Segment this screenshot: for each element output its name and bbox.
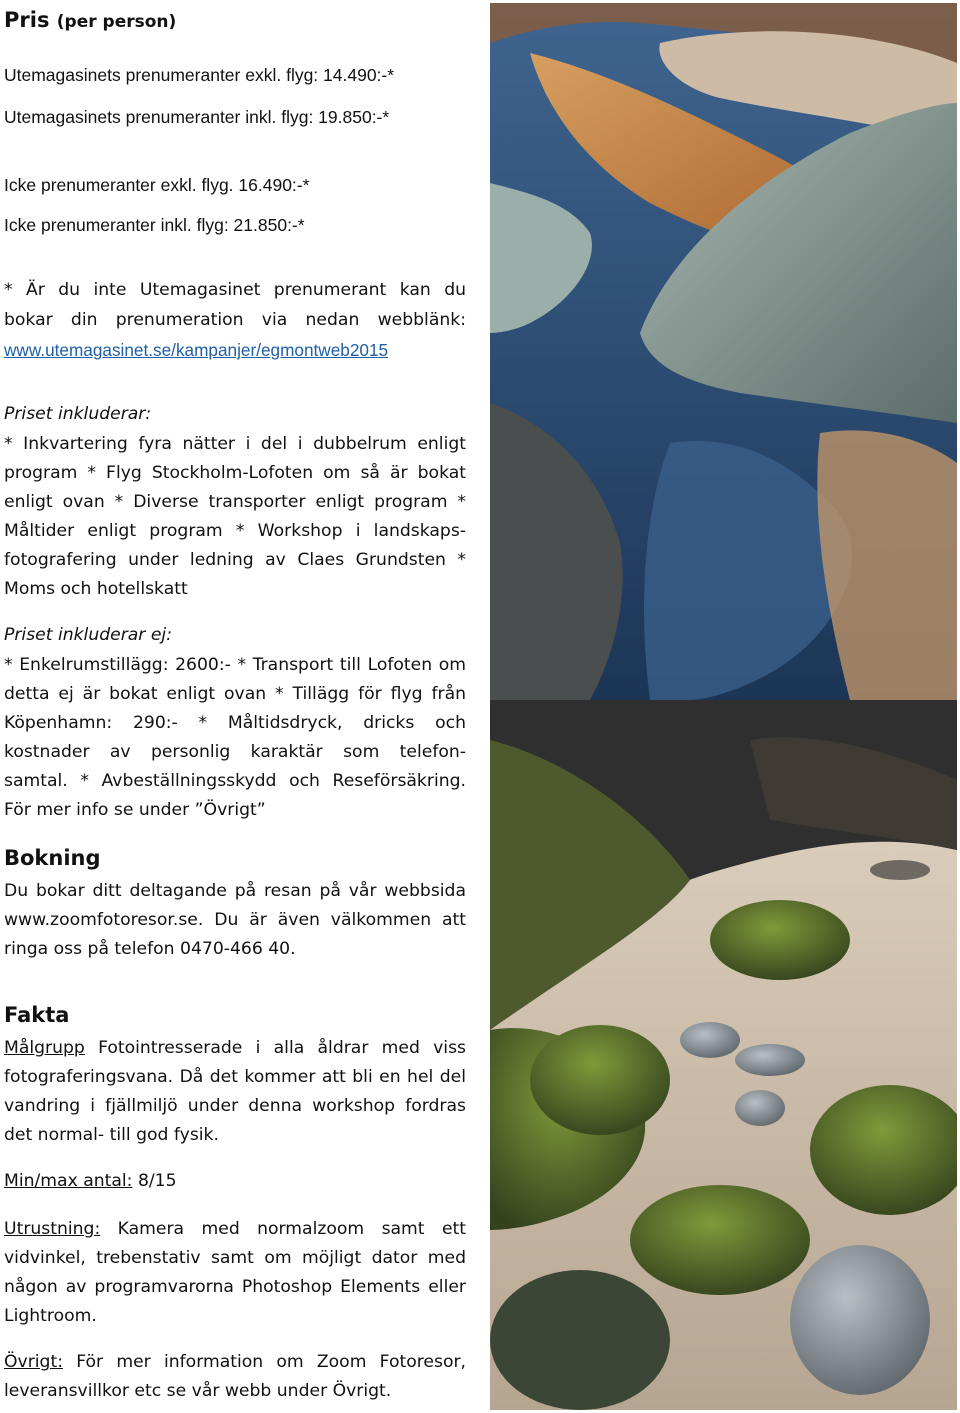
mossy-stones-illustration [490, 700, 957, 1410]
price-note-line-2: bokar din prenumeration via nedan webblänk: [4, 310, 466, 330]
river-rocks-photo [490, 3, 957, 700]
includes-line-6: Moms och hotellskatt [4, 579, 188, 599]
includes-line-4: Måltider enligt program * Workshop i landskaps- [4, 521, 466, 541]
price-heading-suffix: (per person) [56, 12, 177, 32]
booking-line-1: Du bokar ditt deltagande på resan på vår webbsida [4, 881, 466, 901]
price-heading-text: Pris [4, 8, 50, 32]
includes-line-5: fotografering under ledning av Claes Grundsten * [4, 550, 466, 570]
subscription-link[interactable]: www.utemagasinet.se/kampanjer/egmontweb2015 [4, 340, 389, 360]
excludes-line-1: * Enkelrumstillägg: 2600:- * Transport till Lofoten om [4, 655, 466, 675]
includes-label: Priset inkluderar: [4, 404, 152, 424]
includes-line-2: program * Flyg Stockholm-Lofoten om så är bokat [4, 463, 466, 483]
price-heading [4, 6, 176, 37]
booking-line-3: ringa oss på telefon 0470-466 40. [4, 939, 296, 959]
equipment-label: Utrustning: [4, 1219, 101, 1239]
price-line-3: Icke prenumeranter exkl. flyg. 16.490:-* [4, 175, 310, 195]
excludes-line-3: Köpenhamn: 290:- * Måltidsdryck, dricks och [4, 713, 466, 733]
equipment-line-3: någon av programvarorna Photoshop Elements eller [4, 1277, 466, 1297]
equipment-line-2: vidvinkel, trebenstativ samt om möjligt dator med [4, 1248, 466, 1268]
price-line-4: Icke prenumeranter inkl. flyg: 21.850:-* [4, 215, 305, 235]
excludes-line-6: För mer info se under ”Övrigt” [4, 800, 266, 820]
minmax-label: Min/max antal: [4, 1171, 133, 1191]
includes-line-1: * Inkvartering fyra nätter i del i dubbelrum enligt [4, 434, 466, 454]
equipment-line-4: Lightroom. [4, 1306, 97, 1326]
river-rocks-illustration [490, 3, 957, 700]
excludes-label: Priset inkluderar ej: [4, 625, 172, 645]
booking-line-2: www.zoomfotoresor.se. Du är även välkommen att [4, 910, 466, 930]
booking-heading: Bokning [4, 846, 101, 870]
includes-line-3: enligt ovan * Diverse transporter enligt program * [4, 492, 466, 512]
target-group-text: Fotointresserade i alla åldrar med viss [98, 1038, 466, 1058]
target-group-line-3: vandring i fjällmiljö under denna workshop fordras [4, 1096, 466, 1116]
excludes-line-5: samtal. * Avbeställningsskydd och Reseförsäkring. [4, 771, 466, 791]
other-text: För mer information om Zoom Fotoresor, [76, 1352, 466, 1372]
minmax-value: 8/15 [137, 1171, 177, 1191]
target-group-line-2: fotograferingsvana. Då det kommer att bli en hel del [4, 1067, 466, 1087]
mossy-stones-photo [490, 700, 957, 1410]
target-group-line-4: det normal- till god fysik. [4, 1125, 219, 1145]
price-line-2: Utemagasinets prenumeranter inkl. flyg: 19.850:-* [4, 107, 390, 127]
target-group-line-1 [4, 1034, 466, 1063]
minmax-line [4, 1167, 177, 1196]
excludes-line-2: detta ej är bokat enligt ovan * Tillägg för flyg från [4, 684, 466, 704]
target-group-label: Målgrupp [4, 1038, 85, 1058]
other-label: Övrigt: [4, 1352, 63, 1372]
other-line-2: leveransvillkor etc se vår webb under Övrigt. [4, 1381, 392, 1401]
equipment-line-1 [4, 1215, 466, 1244]
price-line-1: Utemagasinets prenumeranter exkl. flyg: 14.490:-* [4, 65, 395, 85]
equipment-text: Kamera med normalzoom samt ett [117, 1219, 466, 1239]
other-line-1 [4, 1348, 466, 1377]
price-note-line-1: * Är du inte Utemagasinet prenumerant kan du [4, 280, 466, 300]
facts-heading: Fakta [4, 1003, 70, 1027]
excludes-line-4: kostnader av personlig karaktär som telefon- [4, 742, 466, 762]
